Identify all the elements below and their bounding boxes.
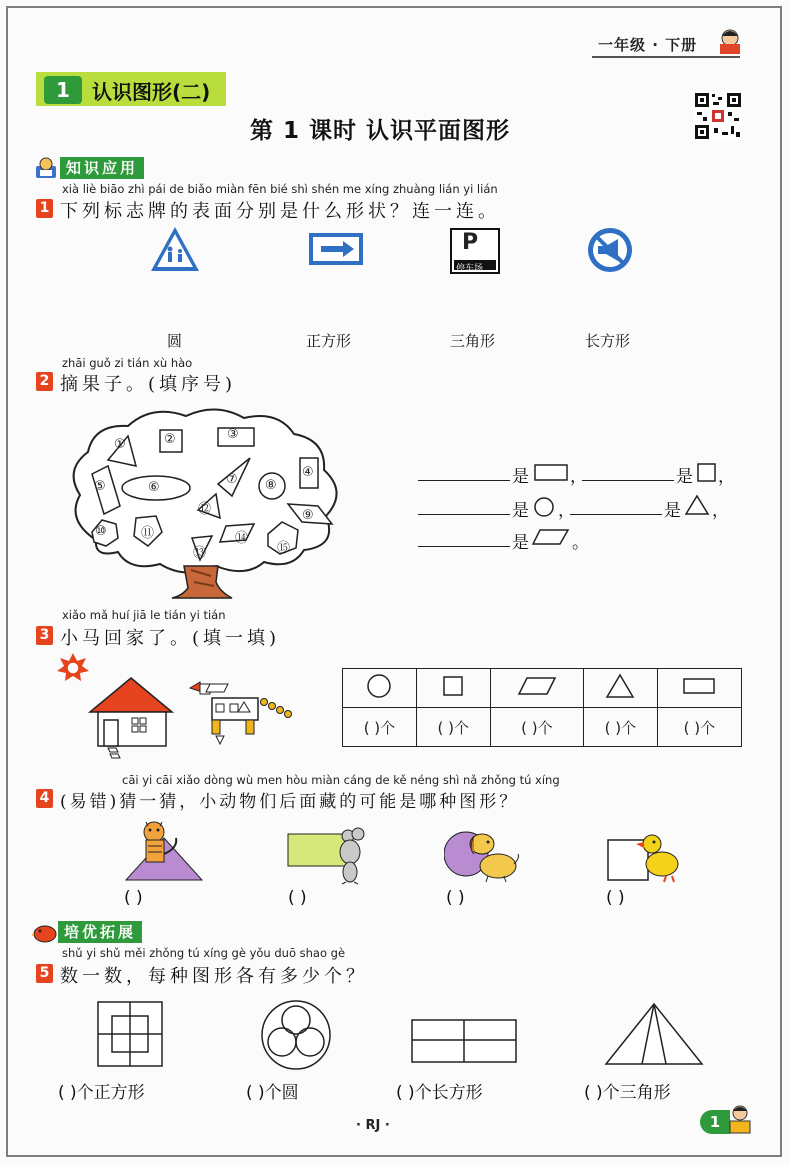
square-shape-icon (440, 674, 466, 698)
q4-answer-3[interactable]: ( ) (446, 888, 465, 908)
q5-answer-rectangles[interactable]: ( )个长方形 (396, 1083, 483, 1103)
answer-blank-parallelogram[interactable] (418, 546, 510, 547)
q4-text: (易错)猜一猜，小动物们后面藏的可能是哪种图形？ (60, 792, 520, 812)
comma-2: ， (718, 467, 735, 487)
parking-letter: P (462, 230, 479, 255)
square-shape-icon (697, 463, 717, 483)
q1-text: 下列标志牌的表面分别是什么形状？连一连。 (60, 201, 500, 222)
q3-number: 3 (36, 626, 53, 645)
q4-number: 4 (36, 789, 53, 808)
answer-blank-square[interactable] (582, 480, 674, 481)
house-illustration (86, 676, 176, 760)
divided-rectangles-figure (410, 1018, 518, 1064)
count-square-cell[interactable]: ( )个 (416, 708, 490, 747)
tiger-behind-triangle-illustration (124, 818, 204, 882)
triangle-shape-icon (605, 673, 635, 699)
mouse-behind-rectangle-illustration (286, 826, 370, 886)
header-rule (592, 56, 740, 58)
answer-is-3: 是 (512, 501, 529, 521)
unit-title: 认识图形(二) (92, 80, 211, 104)
header-circle-cell (343, 669, 417, 708)
fruit-label-13: ⑬ (193, 546, 207, 561)
reading-kid-icon (726, 1104, 754, 1136)
q4-pinyin: cāi yi cāi xiǎo dòng wù men hòu miàn cáng de kě néng shì nǎ zhǒng tú xíng (122, 773, 560, 787)
answer-is-5: 是 (512, 533, 529, 553)
page-number: 1 (700, 1110, 730, 1134)
q4-answer-1[interactable]: ( ) (124, 888, 143, 908)
comma-1: ， (570, 467, 587, 487)
q1-pinyin: xià liè biāo zhì pái de biǎo miàn fēn bié shì shén me xíng zhuàng lián yi lián (62, 182, 498, 196)
answer-is-4: 是 (664, 501, 681, 521)
q2-pinyin: zhāi guǒ zi tián xù hào (62, 356, 193, 370)
q5-answer-circles[interactable]: ( )个圆 (246, 1083, 299, 1103)
option-square[interactable]: 正方形 (306, 332, 352, 350)
q3-text: 小马回家了。(填一填) (60, 628, 281, 649)
q4-answer-2[interactable]: ( ) (288, 888, 307, 908)
arrow-rectangle-sign-icon[interactable] (308, 232, 364, 266)
edition-label: · RJ · (356, 1118, 390, 1133)
q5-answer-squares[interactable]: ( )个正方形 (58, 1083, 145, 1103)
bird-mascot-icon (32, 920, 58, 944)
q2-number: 2 (36, 372, 53, 391)
q5-number: 5 (36, 964, 53, 983)
option-circle[interactable]: 圆 (167, 332, 183, 350)
q3-pinyin: xiǎo mǎ huí jiā le tián yi tián (62, 608, 226, 622)
fruit-label-9: ⑨ (302, 508, 314, 523)
count-parallelogram-cell[interactable]: ( )个 (490, 708, 583, 747)
shape-count-table (342, 668, 742, 747)
period-1: 。 (572, 533, 589, 553)
qr-code-icon[interactable] (694, 92, 742, 140)
count-circle-cell[interactable]: ( )个 (343, 708, 417, 747)
fruit-label-2: ② (164, 432, 176, 447)
sun-icon (56, 652, 90, 682)
fruit-label-12: ⑫ (198, 502, 212, 517)
header-parallelogram-cell (490, 669, 583, 708)
rectangle-shape-icon (681, 675, 717, 697)
pedestrian-triangle-sign-icon[interactable] (148, 224, 202, 274)
unit-number: 1 (44, 76, 82, 104)
nested-squares-figure (96, 1000, 164, 1068)
no-horn-circle-sign-icon[interactable] (586, 226, 634, 274)
option-triangle[interactable]: 三角形 (450, 332, 496, 350)
fruit-label-6: ⑥ (148, 480, 160, 495)
parallelogram-shape-icon (517, 675, 557, 697)
answer-is-1: 是 (512, 467, 529, 487)
q4-answer-4[interactable]: ( ) (606, 888, 625, 908)
header-square-cell (416, 669, 490, 708)
fruit-label-15: ⑮ (277, 541, 291, 556)
rectangle-shape-icon (534, 464, 570, 482)
fruit-label-1: ① (114, 437, 126, 452)
count-rectangle-cell[interactable]: ( )个 (657, 708, 741, 747)
fruit-label-3: ③ (227, 427, 239, 442)
fruit-label-14: ⑭ (235, 531, 249, 546)
q5-text: 数一数，每种图形各有多少个？ (60, 966, 368, 987)
fruit-label-10: ⑩ (95, 524, 107, 539)
divided-triangle-figure (604, 1002, 704, 1066)
circle-shape-icon (364, 673, 394, 699)
overlapping-circles-figure (258, 998, 334, 1072)
lesson-title: 第 1 课时 认识平面图形 (250, 118, 511, 144)
q5-answer-triangles[interactable]: ( )个三角形 (584, 1083, 671, 1103)
triangle-shape-icon (684, 494, 710, 516)
section-knowledge: 知识应用 (60, 157, 144, 179)
answer-is-2: 是 (676, 467, 693, 487)
reader-mascot-icon (34, 156, 60, 180)
circle-shape-icon (533, 496, 555, 518)
answer-blank-circle[interactable] (418, 514, 510, 515)
fruit-label-8: ⑧ (265, 478, 277, 493)
comma-4: ， (712, 501, 729, 521)
grade-label: 一年级 · 下册 (598, 36, 698, 54)
parking-label: 停车场 (456, 264, 484, 274)
answer-blank-triangle[interactable] (570, 514, 662, 515)
dog-behind-circle-illustration (444, 828, 524, 884)
header-triangle-cell (583, 669, 657, 708)
q2-text: 摘果子。(填序号) (60, 374, 237, 395)
comma-3: ， (558, 501, 575, 521)
answer-blank-rectangle[interactable] (418, 480, 510, 481)
fruit-label-4: ④ (302, 465, 314, 480)
fruit-label-11: ⑪ (141, 526, 155, 541)
fruit-label-5: ⑤ (94, 479, 106, 494)
parallelogram-shape-icon (532, 528, 570, 546)
fruit-label-7: ⑦ (226, 472, 238, 487)
count-triangle-cell[interactable]: ( )个 (583, 708, 657, 747)
horse-shapes-illustration (186, 680, 300, 756)
header-rectangle-cell (657, 669, 741, 708)
option-rectangle[interactable]: 长方形 (585, 332, 631, 350)
section-extension: 培优拓展 (58, 921, 142, 943)
q5-pinyin: shǔ yi shǔ měi zhǒng tú xíng gè yǒu duō shao gè (62, 946, 346, 960)
kid-mascot-icon (716, 28, 746, 56)
q1-number: 1 (36, 199, 53, 218)
duck-behind-square-illustration (606, 832, 686, 888)
